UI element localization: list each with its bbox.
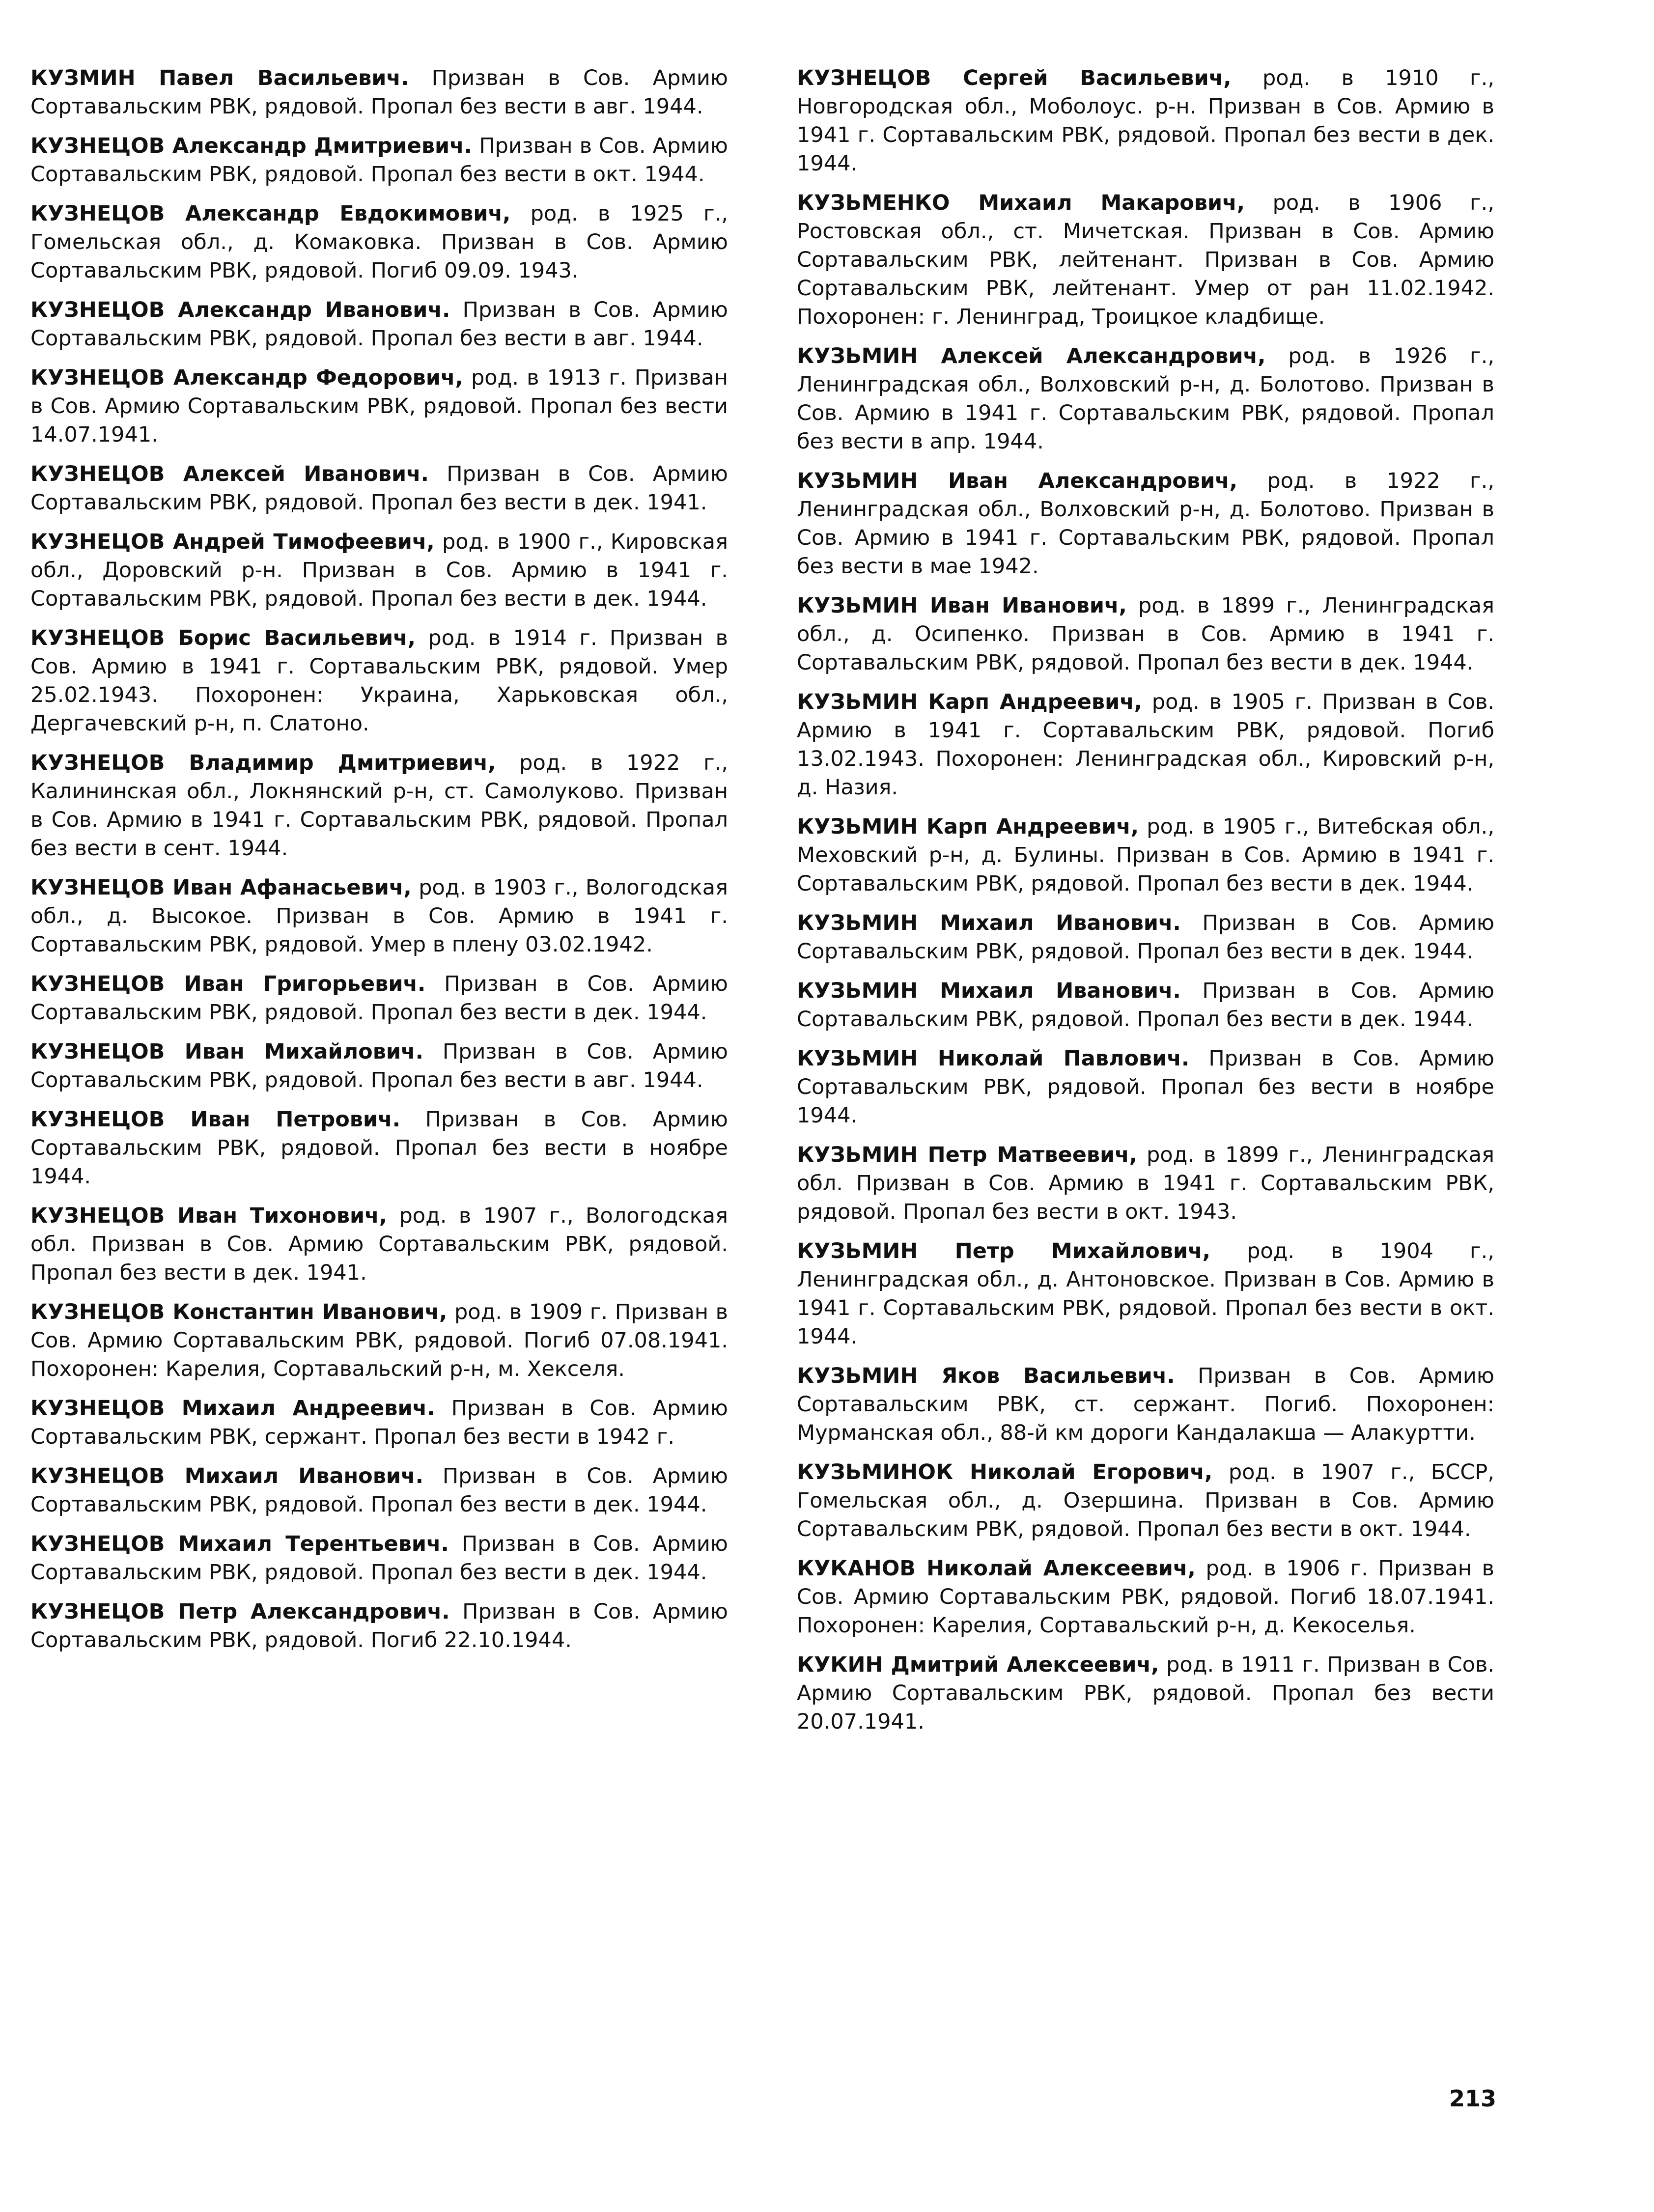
entry-text: Призван в Сов. Армию Сортавальским РВК, рядовой. Пропал без вести в авг. 1944. [30, 298, 728, 351]
entry-text: род. в 1926 г., Ленинградская обл., Волховский р-н, д. Болотово. Призван в Сов. Армию в 1941 г. Сортавальским РВК, рядовой. Пропал без вести в апр. 1944. [797, 344, 1494, 454]
entry [30, 364, 728, 449]
entry-text: Призван в Сов. Армию Сортавальским РВК, рядовой. Пропал без вести в дек. 1944. [30, 972, 728, 1025]
entry-text: род. в 1906 г. Призван в Сов. Армию Сортавальским РВК, рядовой. Погиб 18.07.1941. Похоронен: Карелия, Сортавальский р-н, д. Кекоселья. [797, 1556, 1494, 1638]
entry-text: род. в 1910 г., Новгородская обл., Моболоус. р-н. Призван в Сов. Армию в 1941 г. Сортавальским РВК, рядовой. Пропал без вести в дек. 1944. [797, 66, 1494, 176]
entry-name: КУЗМИН Павел Васильевич. [30, 66, 409, 90]
entry [30, 1462, 728, 1519]
entry-name: КУЗНЕЦОВ Алексей Иванович. [30, 462, 429, 486]
entry [797, 467, 1494, 581]
entry-name: КУЗНЕЦОВ Иван Тихонович, [30, 1204, 388, 1228]
entry-name: КУЗНЕЦОВ Петр Александрович. [30, 1599, 450, 1624]
entry [30, 1105, 728, 1191]
entry-name: КУЗНЕЦОВ Михаил Андреевич. [30, 1396, 435, 1421]
entry-text: Призван в Сов. Армию Сортавальским РВК, рядовой. Пропал без вести в дек. 1944. [797, 911, 1494, 964]
entry-name: КУКАНОВ Николай Алексеевич, [797, 1556, 1196, 1581]
entry [30, 460, 728, 517]
entry-text: Призван в Сов. Армию Сортавальским РВК, рядовой. Пропал без вести в ноябре 1944. [30, 1107, 729, 1189]
entry [30, 528, 728, 613]
entry [797, 64, 1494, 178]
entry-text: Призван в Сов. Армию Сортавальским РВК, рядовой. Пропал без вести в ноябре 1944. [797, 1046, 1494, 1128]
entry-text: род. в 1904 г., Ленинградская обл., д. Антоновское. Призван в Сов. Армию в 1941 г. Сортавальским РВК, рядовой. Пропал без вести в окт. 1944. [797, 1239, 1494, 1349]
entry-name: КУЗЬМИН Иван Иванович, [797, 593, 1127, 618]
entry-name: КУЗНЕЦОВ Иван Григорьевич. [30, 972, 426, 996]
entry-text: род. в 1913 г. Призван в Сов. Армию Сортавальским РВК, рядовой. Пропал без вести 14.07.1941. [30, 365, 728, 447]
entry-name: КУЗНЕЦОВ Михаил Иванович. [30, 1464, 423, 1488]
entry-text: род. в 1925 г., Гомельская обл., д. Комаковка. Призван в Сов. Армию Сортавальским РВК, рядовой. Погиб 09.09. 1943. [30, 201, 728, 283]
entry [30, 1298, 728, 1383]
entry-name: КУЗНЕЦОВ Иван Афанасьевич, [30, 875, 412, 900]
entry-name: КУЗНЕЦОВ Борис Васильевич, [30, 626, 416, 650]
entry [797, 1141, 1494, 1226]
entry-name: КУЗНЕЦОВ Александр Иванович. [30, 298, 450, 322]
entry-text: род. в 1905 г. Призван в Сов. Армию в 1941 г. Сортавальским РВК, рядовой. Погиб 13.02.1943. Похоронен: Ленинградская обл., Кировский р-н, д. Назия. [797, 690, 1494, 800]
entry-text: род. в 1907 г., Вологодская обл. Призван в Сов. Армию Сортавальским РВК, рядовой. Пропал без вести в дек. 1941. [30, 1204, 729, 1285]
entry [797, 591, 1494, 677]
entry-name: КУЗНЕЦОВ Александр Евдокимович, [30, 201, 511, 226]
entry-name: КУЗЬМИН Петр Матвеевич, [797, 1143, 1138, 1167]
entry-text: род. в 1906 г., Ростовская обл., ст. Мичетская. Призван в Сов. Армию Сортавальским РВК, лейтенант. Призван в Сов. Армию Сортавальским РВК, лейтенант. Умер от ран 11.02.1942. Похоронен: г. Ленинград, Троицкое кладбище. [797, 191, 1494, 329]
entry-text: род. в 1900 г., Кировская обл., Доровский р-н. Призван в Сов. Армию в 1941 г. Сортавальским РВК, рядовой. Пропал без вести в дек. 1944. [30, 530, 728, 611]
entry-name: КУКИН Дмитрий Алексеевич, [797, 1652, 1159, 1677]
entry-text: Призван в Сов. Армию Сортавальским РВК, рядовой. Пропал без вести в дек. 1944. [30, 1464, 728, 1517]
entry-name: КУЗЬМИН Алексей Александрович, [797, 344, 1266, 368]
page-number: 213 [1449, 2085, 1497, 2112]
entry-name: КУЗНЕЦОВ Александр Федорович, [30, 365, 463, 390]
entry-name: КУЗЬМЕНКО Михаил Макарович, [797, 191, 1245, 215]
entry-name: КУЗНЕЦОВ Иван Петрович. [30, 1107, 400, 1132]
entry [797, 909, 1494, 966]
entry-name: КУЗЬМИН Петр Михайлович, [797, 1239, 1211, 1263]
entry-name: КУЗНЕЦОВ Иван Михайлович. [30, 1039, 423, 1064]
entry-text: Призван в Сов. Армию Сортавальским РВК, рядовой. Пропал без вести в дек. 1944. [30, 1532, 728, 1585]
entry-text: Призван в Сов. Армию Сортавальским РВК, сержант. Пропал без вести в 1942 г. [30, 1396, 729, 1449]
entry-name: КУЗЬМИН Яков Васильевич. [797, 1364, 1175, 1388]
entry [797, 189, 1494, 331]
entry-name: КУЗЬМИНОК Николай Егорович, [797, 1460, 1213, 1484]
entry-name: КУЗНЕЦОВ Михаил Терентьевич. [30, 1532, 449, 1556]
entry [797, 342, 1494, 456]
entry [30, 624, 728, 738]
entry-name: КУЗНЕЦОВ Александр Дмитриевич. [30, 134, 473, 158]
entry [30, 1530, 728, 1587]
entry [797, 977, 1494, 1034]
entry [30, 970, 728, 1027]
entry [30, 296, 728, 353]
entry-name: КУЗЬМИН Карп Андреевич, [797, 690, 1143, 714]
entry-text: Призван в Сов. Армию Сортавальским РВК, рядовой. Пропал без вести в окт. 1944. [30, 134, 729, 187]
entry-text: род. в 1922 г., Калининская обл., Локнянский р-н, ст. Самолуково. Призван в Сов. Армию в 1941 г. Сортавальским РВК, рядовой. Пропал без вести в сент. 1944. [30, 751, 728, 861]
entry [797, 812, 1494, 898]
entry [797, 1362, 1494, 1447]
entry-name: КУЗНЕЦОВ Константин Иванович, [30, 1300, 448, 1324]
entry-text: Призван в Сов. Армию Сортавальским РВК, рядовой. Погиб 22.10.1944. [30, 1599, 728, 1652]
left-column [30, 64, 728, 1665]
entry-name: КУЗЬМИН Михаил Иванович. [797, 979, 1181, 1003]
entry-text: Призван в Сов. Армию Сортавальским РВК, рядовой. Пропал без вести в авг. 1944. [30, 66, 728, 119]
entry-text: род. в 1899 г., Ленинградская обл., д. Осипенко. Призван в Сов. Армию в 1941 г. Сортавальским РВК, рядовой. Пропал без вести в дек. 1944. [797, 593, 1494, 675]
entry [797, 1458, 1494, 1543]
entry-text: род. в 1899 г., Ленинградская обл. Призван в Сов. Армию в 1941 г. Сортавальским РВК, рядовой. Пропал без вести в окт. 1943. [797, 1143, 1494, 1224]
entry-name: КУЗЬМИН Михаил Иванович. [797, 911, 1181, 935]
entry [30, 1037, 728, 1094]
entry-text: Призван в Сов. Армию Сортавальским РВК, рядовой. Пропал без вести в дек. 1941. [30, 462, 729, 515]
entry [797, 1554, 1494, 1640]
entry [30, 1394, 728, 1451]
entry-name: КУЗЬМИН Карп Андреевич, [797, 814, 1139, 839]
entry [30, 873, 728, 959]
entry [30, 1202, 728, 1287]
entry-name: КУЗЬМИН Николай Павлович. [797, 1046, 1190, 1071]
entry-text: Призван в Сов. Армию Сортавальским РВК, рядовой. Пропал без вести в авг. 1944. [30, 1039, 728, 1092]
entry-text: род. в 1903 г., Вологодская обл., д. Высокое. Призван в Сов. Армию в 1941 г. Сортавальским РВК, рядовой. Умер в плену 03.02.1942. [30, 875, 728, 957]
right-column [797, 64, 1494, 1747]
entry [797, 1237, 1494, 1351]
entry-text: род. в 1909 г. Призван в Сов. Армию Сортавальским РВК, рядовой. Погиб 07.08.1941. Похоронен: Карелия, Сортавальский р-н, м. Хекселя. [30, 1300, 728, 1381]
entry-text: Призван в Сов. Армию Сортавальским РВК, рядовой. Пропал без вести в дек. 1944. [797, 979, 1494, 1032]
entry [797, 1044, 1494, 1130]
entry [30, 749, 728, 863]
entry-text: род. в 1911 г. Призван в Сов. Армию Сортавальским РВК, рядовой. Пропал без вести 20.07.1941. [797, 1652, 1494, 1734]
entry-text: род. в 1907 г., БССР, Гомельская обл., д. Озершина. Призван в Сов. Армию Сортавальским РВК, рядовой. Пропал без вести в окт. 1944. [797, 1460, 1494, 1541]
entry-text: род. в 1914 г. Призван в Сов. Армию в 1941 г. Сортавальским РВК, рядовой. Умер 25.02.1943. Похоронен: Украина, Харьковская обл., Дергачевский р-н, п. Слатоно. [30, 626, 728, 736]
entry [30, 1597, 728, 1654]
entry-text: род. в 1922 г., Ленинградская обл., Волховский р-н, д. Болотово. Призван в Сов. Армию в 1941 г. Сортавальским РВК, рядовой. Пропал без вести в мае 1942. [797, 469, 1494, 579]
entry-text: род. в 1905 г., Витебская обл., Меховский р-н, д. Булины. Призван в Сов. Армию в 1941 г. Сортавальским РВК, рядовой. Пропал без вести в дек. 1944. [797, 814, 1494, 896]
entry [797, 688, 1494, 802]
entry [30, 199, 728, 285]
entry-name: КУЗНЕЦОВ Сергей Васильевич, [797, 66, 1232, 90]
entry [797, 1651, 1494, 1736]
entry-name: КУЗНЕЦОВ Андрей Тимофеевич, [30, 530, 435, 554]
entry [30, 132, 728, 189]
entry [30, 64, 728, 121]
entry-name: КУЗЬМИН Иван Александрович, [797, 469, 1238, 493]
entry-text: Призван в Сов. Армию Сортавальским РВК, ст. сержант. Погиб. Похоронен: Мурманская обл., 88-й км дороги Кандалакша — Алакуртти. [797, 1364, 1494, 1445]
entry-name: КУЗНЕЦОВ Владимир Дмитриевич, [30, 751, 496, 775]
